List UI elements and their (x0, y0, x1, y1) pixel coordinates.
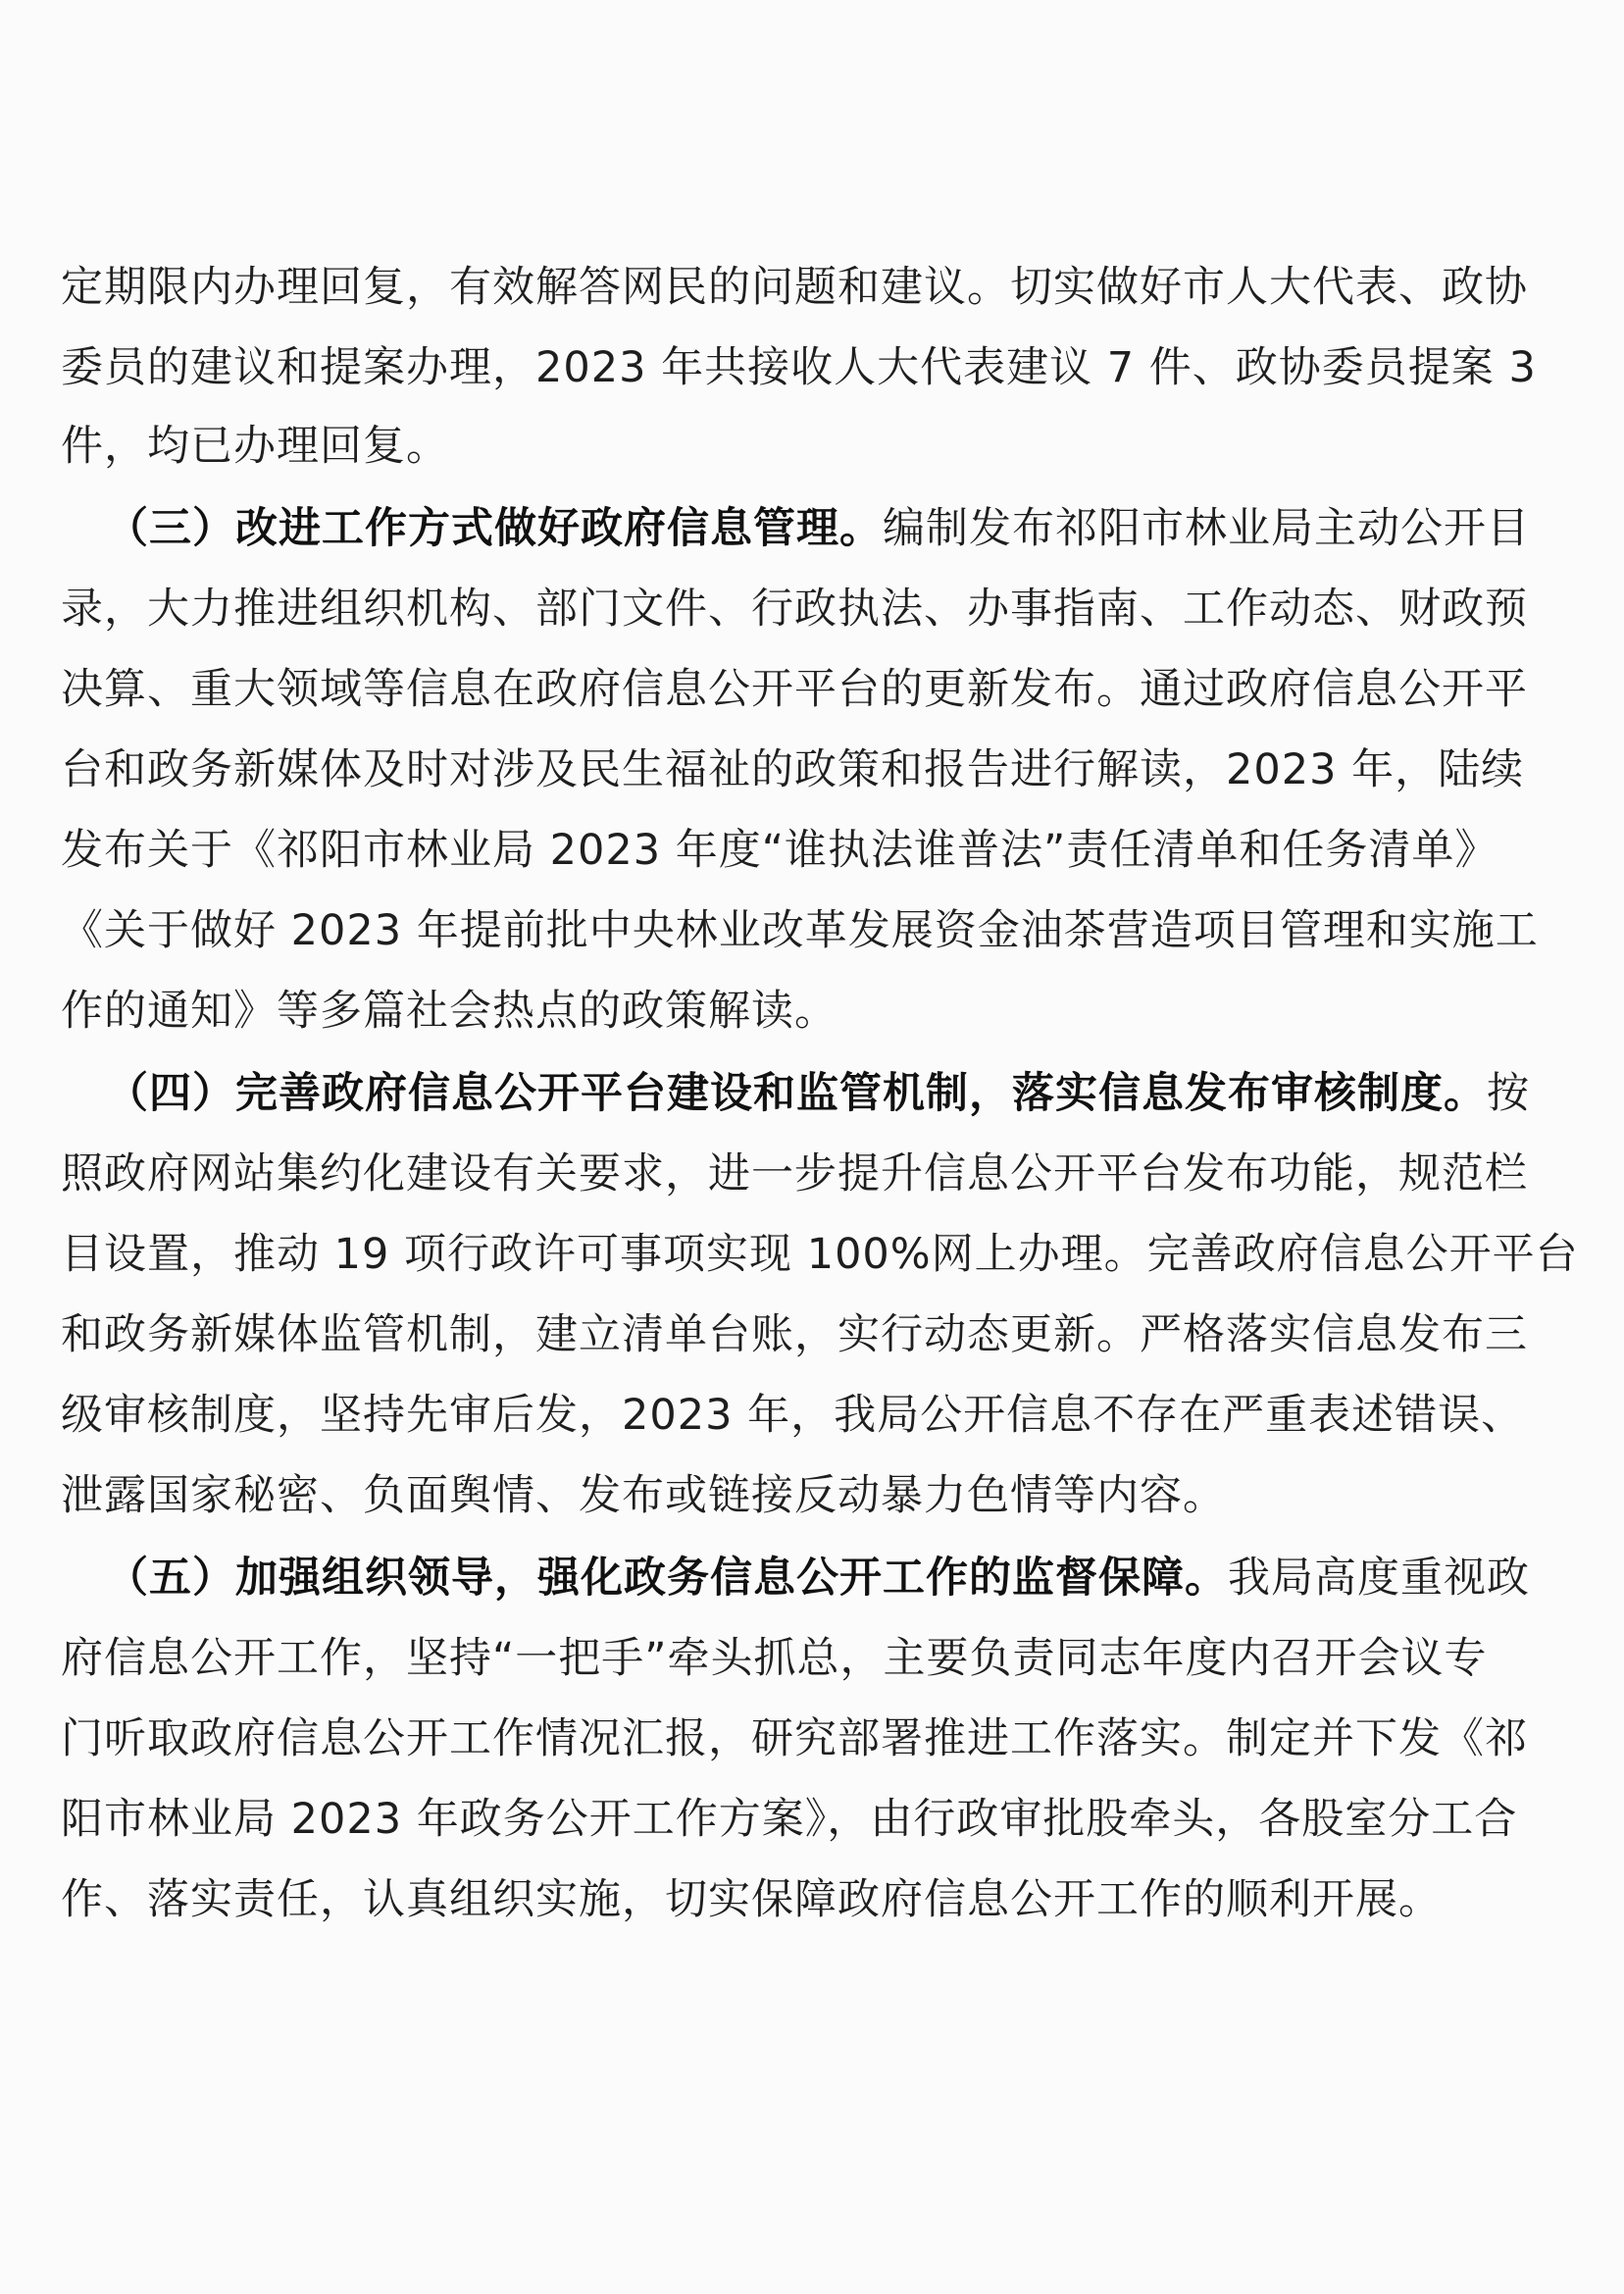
paragraph-line: 泄露国家秘密、负面舆情、发布或链接反动暴力色情等内容。 (61, 1471, 1226, 1520)
paragraph-line: 目设置，推动 19 项行政许可事项实现 100%网上办理。完善政府信息公开平台 (61, 1230, 1579, 1279)
paragraph-line: 件，均已办理回复。 (61, 422, 449, 471)
paragraph-line: 阳市林业局 2023 年政务公开工作方案》，由行政审批股牵头，各股室分工合 (61, 1795, 1518, 1844)
paragraph-line: 和政务新媒体监管机制，建立清单台账，实行动态更新。严格落实信息发布三 (61, 1310, 1528, 1359)
section-5-first-line: （五）加强组织领导，强化政务信息公开工作的监督保障。我局高度重视政 (106, 1554, 1530, 1603)
paragraph-line: 级审核制度，坚持先审后发，2023 年，我局公开信息不存在严重表述错误、 (61, 1391, 1525, 1440)
paragraph-line: 门听取政府信息公开工作情况汇报，研究部署推进工作落实。制定并下发《祁 (61, 1714, 1528, 1763)
section-5-heading: （五）加强组织领导，强化政务信息公开工作的监督保障。 (106, 1554, 1228, 1603)
section-4-heading: （四）完善政府信息公开平台建设和监管机制，落实信息发布审核制度。 (106, 1069, 1487, 1118)
section-4-first-line: （四）完善政府信息公开平台建设和监管机制，落实信息发布审核制度。按 (106, 1069, 1530, 1118)
section-3-heading: （三）改进工作方式做好政府信息管理。 (106, 504, 883, 553)
paragraph-line: 作、落实责任，认真组织实施，切实保障政府信息公开工作的顺利开展。 (61, 1875, 1442, 1924)
paragraph-line: 作的通知》等多篇社会热点的政策解读。 (61, 987, 837, 1036)
paragraph-line: 台和政务新媒体及时对涉及民生福祉的政策和报告进行解读，2023 年，陆续 (61, 745, 1525, 794)
paragraph-line: 府信息公开工作，坚持“一把手”牵头抓总，主要负责同志年度内召开会议专 (61, 1634, 1488, 1683)
paragraph-line: 录，大力推进组织机构、部门文件、行政执法、办事指南、工作动态、财政预 (61, 585, 1528, 634)
section-3-first-line: （三）改进工作方式做好政府信息管理。编制发布祁阳市林业局主动公开目 (106, 504, 1530, 553)
paragraph-line: 定期限内办理回复，有效解答网民的问题和建议。切实做好市人大代表、政协 (61, 263, 1528, 312)
paragraph-line: 发布关于《祁阳市林业局 2023 年度“谁执法谁普法”责任清单和任务清单》 (61, 826, 1498, 875)
paragraph-line: 照政府网站集约化建设有关要求，进一步提升信息公开平台发布功能，规范栏 (61, 1149, 1528, 1198)
paragraph-line: 委员的建议和提案办理，2023 年共接收人大代表建议 7 件、政协委员提案 3 (61, 343, 1537, 392)
paragraph-line: 《关于做好 2023 年提前批中央林业改革发展资金油茶营造项目管理和实施工 (61, 906, 1539, 955)
paragraph-line: 决算、重大领域等信息在政府信息公开平台的更新发布。通过政府信息公开平 (61, 665, 1528, 714)
